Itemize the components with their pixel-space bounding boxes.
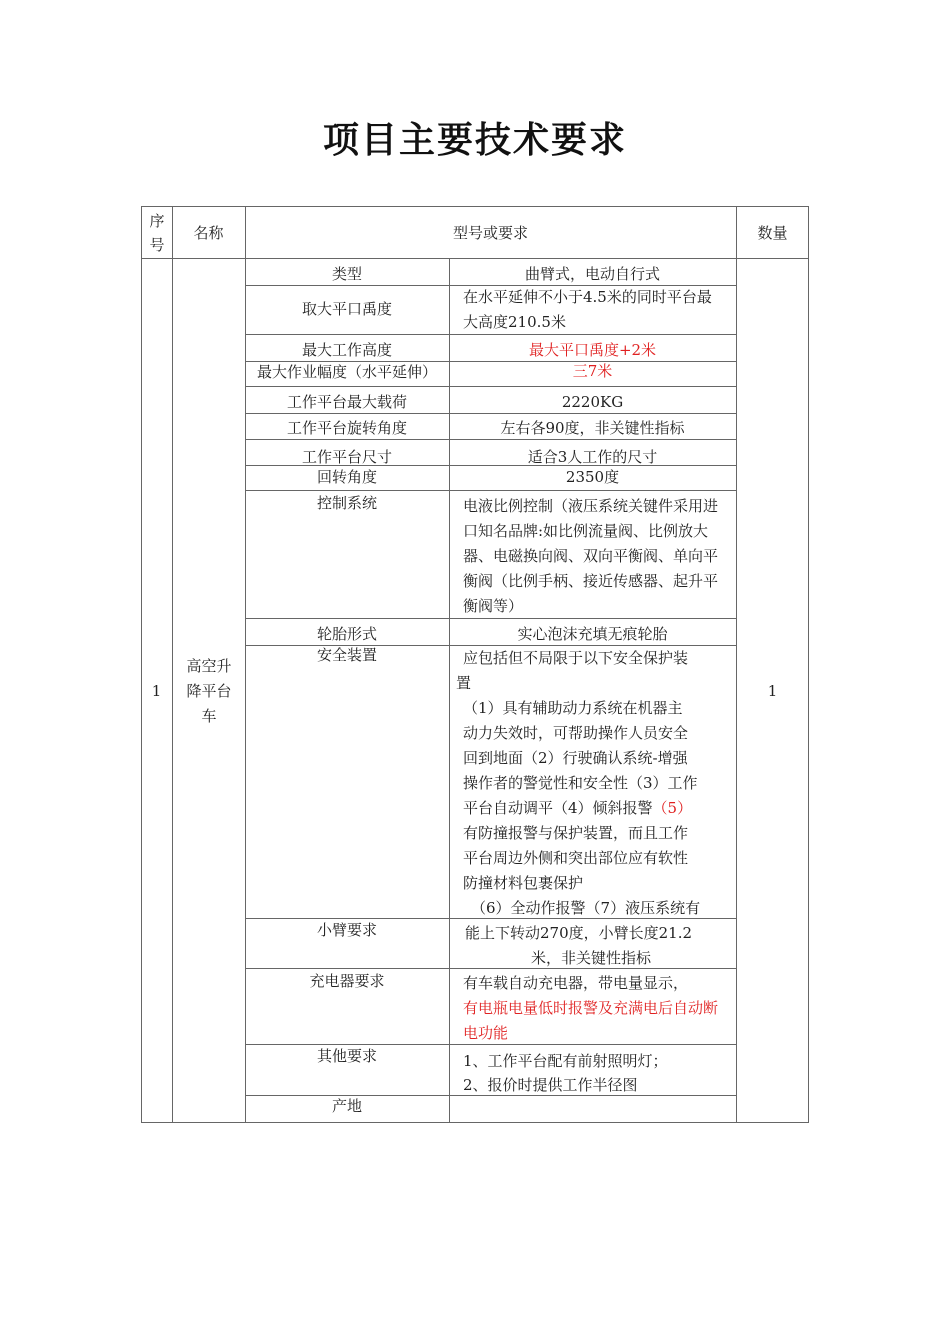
spec-label-control-system: 控制系统 xyxy=(316,494,377,512)
spec-label-max-platform-height: 取大平口禹度 xyxy=(301,300,392,318)
spec-value-other-line1: 1、工作平台配有前射照明灯； xyxy=(463,1052,668,1070)
spec-label-platform-load: 工作平台最大载荷 xyxy=(286,393,407,411)
spec-label-slew-angle: 回转角度 xyxy=(316,468,377,486)
spec-value-other-line2: 2、报价时提供工作半径图 xyxy=(463,1076,638,1094)
spec-label-charger: 充电器要求 xyxy=(309,972,385,990)
spec-label-other: 其他要求 xyxy=(316,1047,377,1065)
spec-value-platform-load: 2220KG xyxy=(561,393,624,411)
spec-value-max-platform-height: 在水平延伸不小于4.5米的同时平台最大高度210.5米 xyxy=(463,288,712,331)
spec-value-control-system: 电液比例控制（液压系统关键件采用进口知名品牌:如比例流量阀、比例放大器、电磁换向阀、双向平衡阀、单向平衡阀（比例手柄、接近传感器、起升平衡阀等） xyxy=(463,497,719,615)
page-title: 项目主要技术要求 xyxy=(322,120,627,161)
spec-value-lower-arm-line1: 能上下转动270度，小臂长度21.2 xyxy=(465,924,693,942)
spec-value-platform-rotation: 左右各90度，非关键性指标 xyxy=(500,419,685,437)
spec-value-charger-a: 有车载自动充电器，带电量显示， xyxy=(463,974,689,992)
spec-value-max-working-height: 最大平口禹度+2米 xyxy=(528,341,657,359)
spec-label-tire-type: 轮胎形式 xyxy=(316,625,377,643)
spec-value-max-outreach: 三7米 xyxy=(572,362,613,380)
header-qty: 数量 xyxy=(757,224,788,242)
spec-value-slew-angle: 2350度 xyxy=(565,468,620,486)
spec-label-type: 类型 xyxy=(331,265,362,283)
spec-value-tire-type: 实心泡沫充填无痕轮胎 xyxy=(517,625,668,643)
item-qty: 1 xyxy=(767,682,778,700)
header-seq: 序号 xyxy=(149,212,165,254)
spec-value-safety: 应包括但不局限于以下安全保护装 置 （1）具有辅助动力系统在机器主 动力失效时，可帮助操作人员安全 回到地面（2）行驶确认系统-增强 操作者的警觉性和安全性（3）工作 平台自动调平（4）倾斜报警（5） 有防撞报警与保护装置，而且工作 平台周边外侧和突出部位应有软性 防撞材料包裹保护 （6）全动作报警（7）液压系统有 xyxy=(456,649,701,917)
spec-label-platform-rotation: 工作平台旋转角度 xyxy=(286,419,407,437)
spec-label-platform-size: 工作平台尺寸 xyxy=(301,448,392,466)
spec-label-max-outreach: 最大作业幅度（水平延伸） xyxy=(256,363,437,381)
header-spec: 型号或要求 xyxy=(452,224,528,242)
item-name: 高空升降平台车 xyxy=(186,657,232,725)
item-seq: 1 xyxy=(151,682,162,700)
spec-value-platform-size: 适合3人工作的尺寸 xyxy=(527,448,658,466)
spec-label-lower-arm: 小臂要求 xyxy=(316,921,377,939)
spec-value-charger-b: 有电瓶电量低时报警及充满电后自动断电功能 xyxy=(463,999,719,1042)
spec-label-max-working-height: 最大工作高度 xyxy=(301,341,392,359)
spec-value-type: 曲臂式，电动自行式 xyxy=(524,265,660,283)
spec-value-lower-arm-line2: 米，非关键性指标 xyxy=(531,949,652,967)
spec-label-safety: 安全装置 xyxy=(316,646,377,664)
header-name: 名称 xyxy=(193,224,224,242)
spec-label-origin: 产地 xyxy=(331,1097,362,1115)
